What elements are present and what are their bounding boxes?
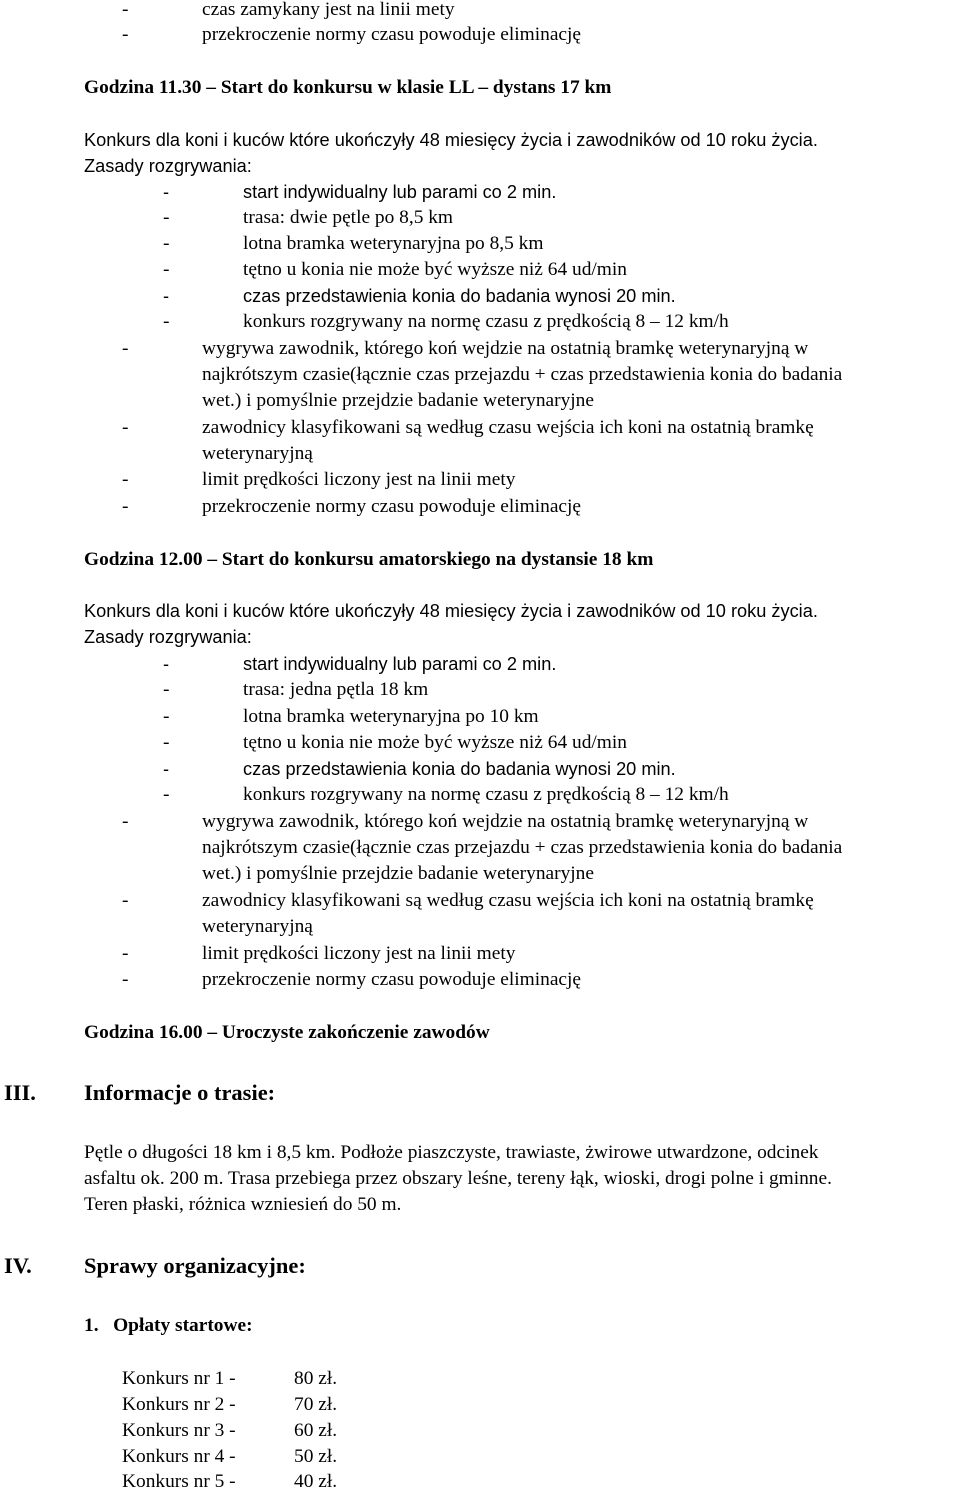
outcome-line: najkrótszym czasie(łącznie czas przejazdu + czas przedstawienia konia do badania [202, 837, 843, 858]
rule-dash: - [163, 207, 170, 228]
outcome-line: przekroczenie normy czasu powoduje eliminację [202, 496, 582, 517]
list-dash: - [122, 0, 129, 20]
rule-item: lotna bramka weterynaryjna po 8,5 km [243, 233, 544, 254]
outcome-line: weterynaryjną [202, 443, 313, 464]
rule-dash: - [163, 732, 170, 753]
outcome-dash: - [122, 969, 129, 990]
section-title: Sprawy organizacyjne: [84, 1253, 306, 1278]
outcome-dash: - [122, 417, 129, 438]
outcome-dash: - [122, 496, 129, 517]
rule-item: trasa: jedna pętla 18 km [243, 679, 429, 700]
outcome-line: wygrywa zawodnik, którego koń wejdzie na ostatnią bramkę weterynaryjną w [202, 811, 809, 832]
rule-dash: - [163, 706, 170, 727]
rules-label: Zasady rozgrywania: [84, 156, 252, 176]
rule-dash: - [163, 759, 170, 779]
closing-heading: Godzina 16.00 – Uroczyste zakończenie zawodów [84, 1022, 490, 1043]
rule-item: lotna bramka weterynaryjna po 10 km [243, 706, 539, 727]
rule-item: tętno u konia nie może być wyższe niż 64 ud/min [243, 259, 627, 280]
rule-item: start indywidualny lub parami co 2 min. [243, 182, 557, 202]
outcome-line: limit prędkości liczony jest na linii mety [202, 943, 516, 964]
rule-item: czas przedstawienia konia do badania wynosi 20 min. [243, 759, 676, 779]
rule-item: tętno u konia nie może być wyższe niż 64 ud/min [243, 732, 627, 753]
outcome-dash: - [122, 338, 129, 359]
outcome-dash: - [122, 943, 129, 964]
outcome-line: wygrywa zawodnik, którego koń wejdzie na ostatnią bramkę weterynaryjną w [202, 338, 809, 359]
rule-item: czas przedstawienia konia do badania wynosi 20 min. [243, 286, 676, 306]
paragraph-line: asfaltu ok. 200 m. Trasa przebiega przez obszary leśne, tereny łąk, wioski, drogi polne i gminne. [84, 1168, 832, 1189]
fee-label: Konkurs nr 3 - [122, 1420, 236, 1441]
paragraph-line: Pętle o długości 18 km i 8,5 km. Podłoże piaszczyste, trawiaste, żwirowe utwardzone, odcinek [84, 1142, 819, 1163]
rule-dash: - [163, 654, 170, 674]
rule-dash: - [163, 182, 170, 202]
list-dash: - [122, 24, 129, 45]
outcome-line: przekroczenie normy czasu powoduje eliminację [202, 969, 582, 990]
fee-price: 60 zł. [294, 1420, 338, 1441]
fee-label: Konkurs nr 5 - [122, 1471, 236, 1492]
rule-dash: - [163, 286, 170, 306]
fee-label: Konkurs nr 4 - [122, 1446, 236, 1467]
rule-dash: - [163, 259, 170, 280]
fee-price: 80 zł. [294, 1368, 338, 1389]
section-heading: Godzina 11.30 – Start do konkursu w klasie LL – dystans 17 km [84, 77, 612, 98]
fee-price: 40 zł. [294, 1471, 338, 1492]
rule-item: trasa: dwie pętle po 8,5 km [243, 207, 454, 228]
section-heading: Godzina 12.00 – Start do konkursu amatorskiego na dystansie 18 km [84, 549, 654, 570]
outcome-line: weterynaryjną [202, 916, 313, 937]
section-intro: Konkurs dla koni i kuców które ukończyły 48 miesięcy życia i zawodników od 10 roku życia. [84, 130, 818, 150]
outcome-line: wet.) i pomyślnie przejdzie badanie weterynaryjne [202, 390, 594, 411]
section-numeral: IV. [4, 1253, 32, 1278]
outcome-dash: - [122, 811, 129, 832]
rule-dash: - [163, 784, 170, 805]
fee-price: 70 zł. [294, 1394, 338, 1415]
rule-dash: - [163, 233, 170, 254]
outcome-line: zawodnicy klasyfikowani są według czasu wejścia ich koni na ostatnią bramkę [202, 417, 814, 438]
list-item: czas zamykany jest na linii mety [202, 0, 455, 20]
section-numeral: III. [4, 1080, 36, 1105]
rule-item: konkurs rozgrywany na normę czasu z prędkością 8 – 12 km/h [243, 311, 729, 332]
rule-item: konkurs rozgrywany na normę czasu z prędkością 8 – 12 km/h [243, 784, 729, 805]
outcome-dash: - [122, 890, 129, 911]
rule-item: start indywidualny lub parami co 2 min. [243, 654, 557, 674]
rule-dash: - [163, 679, 170, 700]
list-item: przekroczenie normy czasu powoduje eliminację [202, 24, 582, 45]
fee-label: Konkurs nr 1 - [122, 1368, 236, 1389]
outcome-line: najkrótszym czasie(łącznie czas przejazdu + czas przedstawienia konia do badania [202, 364, 843, 385]
fee-label: Konkurs nr 2 - [122, 1394, 236, 1415]
outcome-line: zawodnicy klasyfikowani są według czasu wejścia ich koni na ostatnią bramkę [202, 890, 814, 911]
rule-dash: - [163, 311, 170, 332]
subsection-title: 1. Opłaty startowe: [84, 1315, 253, 1336]
section-intro: Konkurs dla koni i kuców które ukończyły 48 miesięcy życia i zawodników od 10 roku życia. [84, 601, 818, 621]
outcome-line: wet.) i pomyślnie przejdzie badanie weterynaryjne [202, 863, 594, 884]
outcome-dash: - [122, 469, 129, 490]
paragraph-line: Teren płaski, różnica wzniesień do 50 m. [84, 1194, 402, 1215]
fee-price: 50 zł. [294, 1446, 338, 1467]
outcome-line: limit prędkości liczony jest na linii mety [202, 469, 516, 490]
rules-label: Zasady rozgrywania: [84, 627, 252, 647]
section-title: Informacje o trasie: [84, 1080, 276, 1105]
